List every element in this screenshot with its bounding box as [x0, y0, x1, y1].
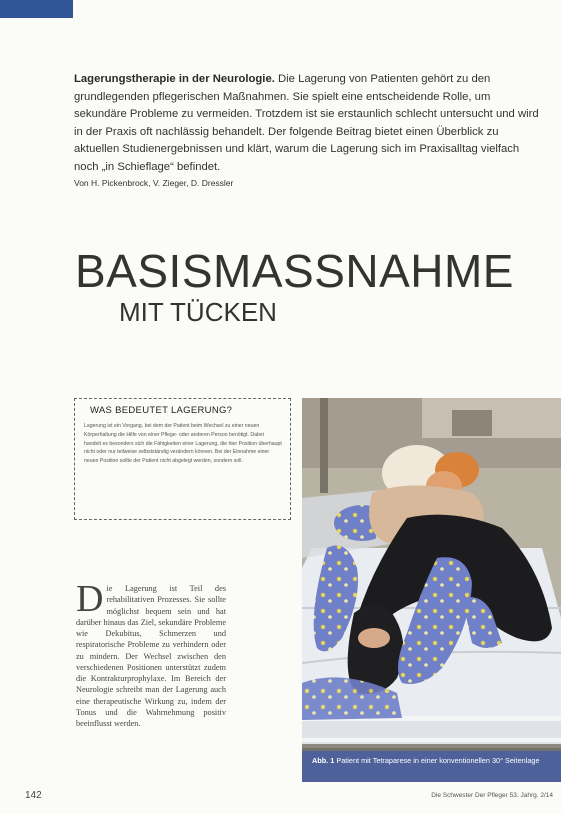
page-number: 142: [25, 790, 42, 801]
caption-text: Patient mit Tetraparese in einer konventionellen 30° Seitenlage: [334, 756, 540, 765]
drop-cap: D: [76, 578, 104, 620]
section-color-tab: [0, 0, 73, 18]
article-subtitle: MIT TÜCKEN: [119, 297, 277, 327]
lead-text: Die Lagerung von Patienten gehört zu den grundlegenden pflegerischen Maßnahmen. Sie spielt eine entscheidende Rolle, um sekundäre Probleme zu vermeiden. Trotzdem ist sie erstaunlich schlecht untersucht und wird in der Praxis oft nachlässig behandelt. Der folgende Beitrag bietet einen Überblick zu aktuellen Studienergebnissen und klärt, warum die Lagerung sich im Praxisalltag vielfach noch „in Schieflage“ befindet.: [74, 73, 539, 173]
body-column: [76, 578, 226, 729]
journal-footer: Die Schwester Der Pfleger 53. Jahrg. 2/14: [431, 792, 553, 799]
body-text: ie Lagerung ist Teil des rehabilitativen Prozesses. Sie sollte möglichst bequem sein und hat darüber hinaus das Ziel, sekundäre Probleme wie Dekubitus, Schmerzen und respiratorische Probleme zu verhindern oder zu mindern. Der Wechsel zwischen den verschiedenen Positionen unterstützt zudem die Kontrakturprophylaxe. Im Bereich der Neurologie schreibt man der Lagerung auch eine therapeutische Wirkung zu, indem der Tonus und die Wahrnehmung positiv beeinflusst werden.: [76, 584, 226, 728]
photo-illustration: [302, 398, 561, 782]
lead-paragraph: [74, 71, 546, 177]
info-box-heading: WAS BEDEUTET LAGERUNG?: [90, 405, 233, 416]
article-title: BASISMASSNAHME: [75, 245, 514, 297]
info-box: [74, 398, 291, 520]
caption-label: Abb. 1: [312, 756, 335, 765]
lead-highlight: Lagerungstherapie in der Neurologie.: [74, 73, 275, 85]
photo-caption: [302, 751, 561, 782]
authors-line: Von H. Pickenbrock, V. Zieger, D. Dressler: [74, 178, 234, 188]
info-box-text: Lagerung ist ein Vorgang, bei dem der Patient beim Wechsel zu einer neuen Körperhaltung die Hilfe von einer Pflege- oder anderen Person benötigt. Dabei handelt es besonders sich die Fähigkeiten einer Lagerung, die hier Position überhaupt nicht oder nur teilweise selbstständig verändern können. Bei der Einnahme einer neuen Position sollte der Patient nicht abgelegt werden, sondern soll.: [84, 423, 282, 465]
patient-photo: [302, 398, 561, 782]
